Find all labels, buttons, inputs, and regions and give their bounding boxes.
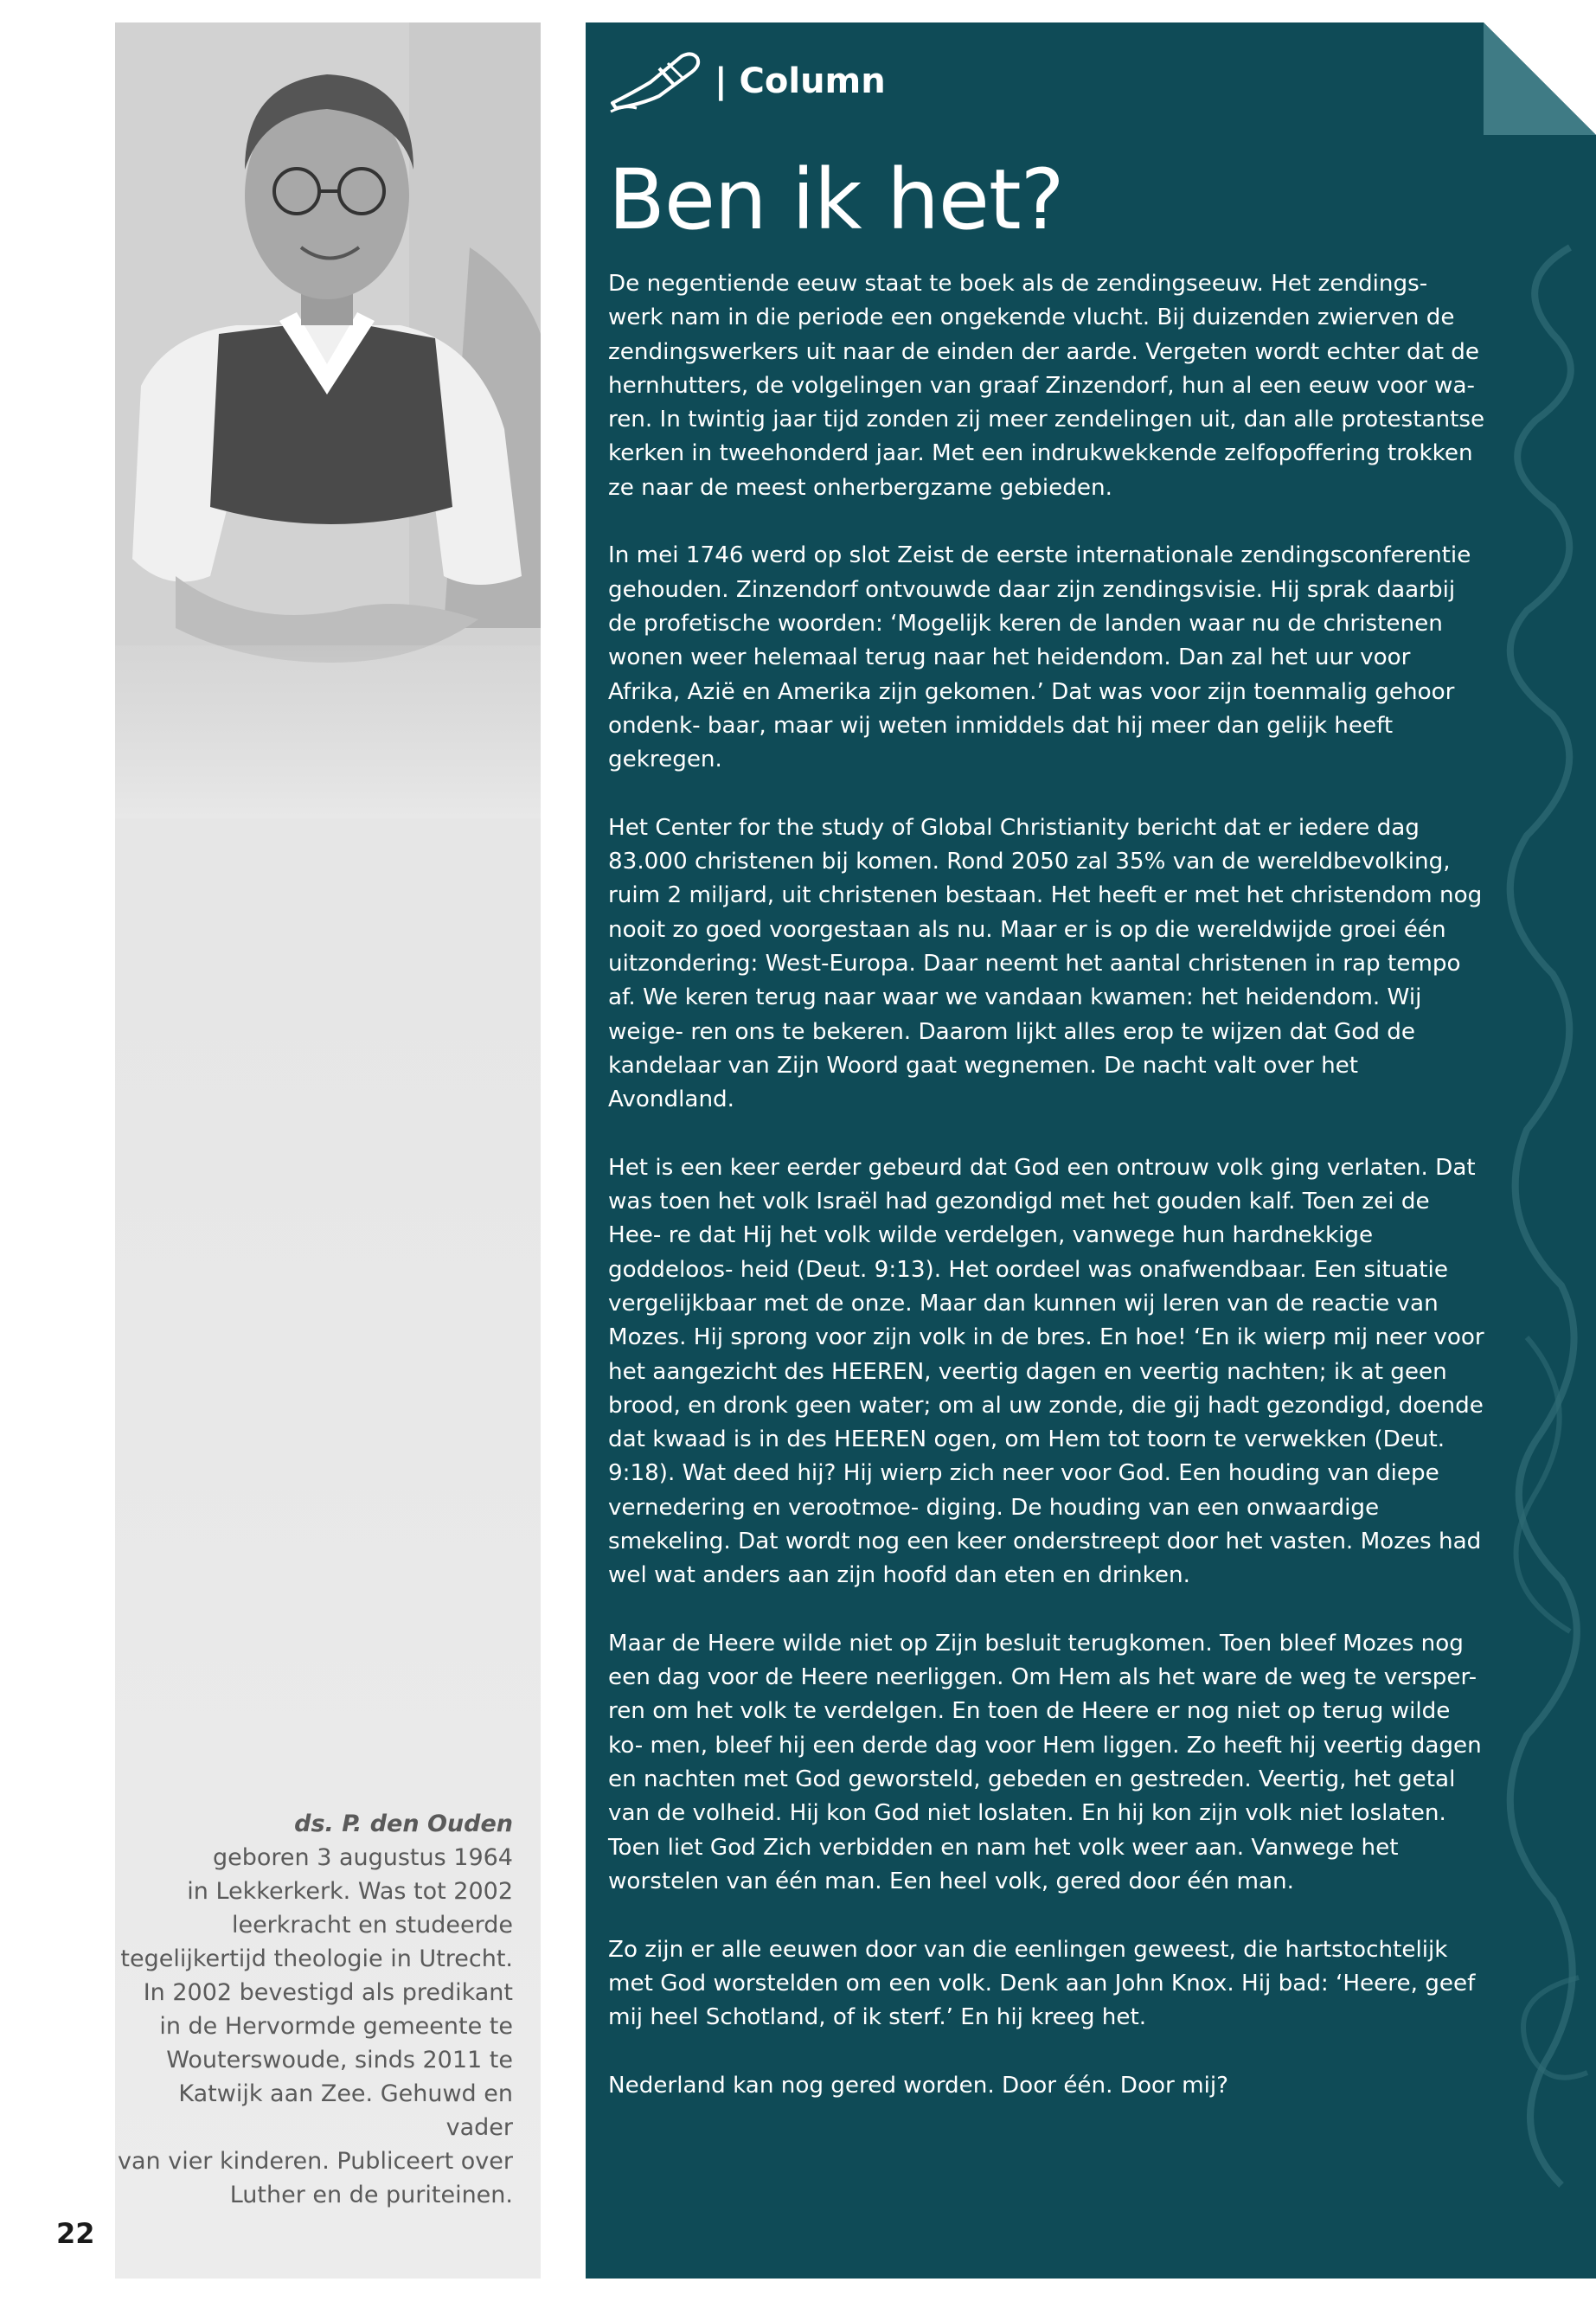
pen-icon: [607, 48, 702, 115]
author-bio: [115, 1807, 513, 2212]
portrait-photo: [115, 22, 541, 818]
paragraph: Zo zijn er alle eeuwen door van die eenlingen geweest, die hartstochtelijk met God worstelden om een volk. Denk aan John Knox. Hij bad: ‘Heere, geef mij heel Schotland, of ik sterf.’ En hij kreeg het.: [608, 1936, 1476, 2031]
bio-line: Luther en de puriteinen.: [229, 2182, 513, 2208]
bio-line: leerkracht en studeerde: [231, 1912, 513, 1939]
sidebar: [115, 22, 541, 2279]
bio-line: in Lekkerkerk. Was tot 2002: [187, 1878, 513, 1905]
bio-line: tegelijkertijd theologie in Utrecht.: [120, 1945, 513, 1972]
bio-line: Katwijk aan Zee. Gehuwd en vader: [178, 2080, 513, 2141]
script-watermark: [1475, 213, 1596, 2202]
paragraph: De negentiende eeuw staat te boek als de zendingseeuw. Het zendings- werk nam in die periode een ongekende vlucht. Bij duizenden zwierven de zendingswerkers uit naar de einden der aarde. Vergeten wordt echter dat de hernhutters, de volgelingen van graaf Zinzendorf, hun al een eeuw voor wa- ren. In twintig jaar tijd zonden zij meer zendelingen uit, dan alle protestantse kerken in tweehonderd jaar. Met een indrukwekkende zelfopoffering trokken ze naar de meest onherbergzame gebieden.: [608, 271, 1485, 501]
portrait-illustration: [115, 22, 541, 818]
article-body: [608, 267, 1486, 2137]
section-header: [607, 47, 886, 116]
paragraph: Nederland kan nog gered worden. Door één. Door mij?: [608, 2072, 1229, 2099]
bio-line: geboren 3 augustus 1964: [212, 1844, 513, 1871]
paragraph: In mei 1746 werd op slot Zeist de eerste internationale zendingsconferentie gehouden. Zinzendorf ontvouwde daar zijn zendingsvisie. Hij sprak daarbij de profetische woorden: ‘Mogelijk keren de landen waar nu de christenen wonen weer helemaal terug naar het heidendom. Dan zal het uur voor Afrika, Azië en Amerika zijn gekomen.’ Dat was voor zijn toenmalig gehoor ondenk- baar, maar wij weten inmiddels dat hij meer dan gelijk heeft gekregen.: [608, 542, 1471, 773]
paragraph: Maar de Heere wilde niet op Zijn besluit terugkomen. Toen bleef Mozes nog een dag voor de Heere neerliggen. Om Hem als het ware de weg te versper- ren om het volk te verdelgen. En toen de Heere er nog niet op terug wilde ko- men, bleef hij een derde dag voor Hem liggen. Zo heeft hij veertig dagen en nachten met God geworsteld, gebeden en gestreden. Veertig, het getal van de volheid. Hij kon God niet loslaten. En hij kon zijn volk niet loslaten. Toen liet God Zich verbidden en nam het volk weer aan. Vanwege het worstelen van één man. Een heel volk, gered door één man.: [608, 1630, 1482, 1894]
section-label: | Column: [715, 61, 886, 101]
paragraph: Het is een keer eerder gebeurd dat God een ontrouw volk ging verlaten. Dat was toen het volk Israël had gezondigd met het gouden kalf. Toen zei de Hee- re dat Hij het volk wilde verdelgen, vanwege hun hardnekkige goddeloos- heid (Deut. 9:13). Het oordeel was onafwendbaar. Een situatie vergelijkbaar met de onze. Maar dan kunnen wij leren van de reactie van Mozes. Hij sprong voor zijn volk in de bres. En hoe! ‘En ik wierp mij neer voor het aangezicht des HEEREN, veertig dagen en veertig nachten; ik at geen brood, en dronk geen water; om al uw zonde, die gij hadt gezondigd, doende dat kwaad is in des HEEREN ogen, om Hem tot toorn te verwekken (Deut. 9:18). Wat deed hij? Hij wierp zich neer voor God. Een houding van diepe vernedering en verootmoe- diging. De houding van een onwaardige smekeling. Dat wordt nog een keer onderstreept door het vasten. Mozes had wel wat anders aan zijn hoofd dan eten en drinken.: [608, 1154, 1484, 1589]
article-title: Ben ik het?: [608, 151, 1064, 248]
bio-line: In 2002 bevestigd als predikant: [143, 1979, 513, 2006]
paragraph: Het Center for the study of Global Christianity bericht dat er iedere dag 83.000 christenen bij komen. Rond 2050 zal 35% van de wereldbevolking, ruim 2 miljard, uit christenen bestaan. Het heeft er met het christendom nog nooit zo goed voorgestaan als nu. Maar er is op die wereldwijde groei één uitzondering: West-Europa. Daar neemt het aantal christenen in rap tempo af. We keren terug naar waar we vandaan kwamen: het heidendom. Wij weige- ren ons te bekeren. Daarom lijkt alles erop te wijzen dat God de kandelaar van Zijn Woord gaat wegnemen. De nacht valt over het Avondland.: [608, 814, 1483, 1113]
page-number: 22: [56, 2217, 95, 2250]
column-panel: [586, 22, 1596, 2279]
bio-line: in de Hervormde gemeente te: [159, 2013, 513, 2040]
author-name: ds. P. den Ouden: [294, 1811, 513, 1837]
bio-line: Wouterswoude, sinds 2011 te: [166, 2047, 513, 2073]
bio-line: van vier kinderen. Publiceert over: [118, 2148, 513, 2175]
page-fold-corner: [1484, 22, 1596, 135]
